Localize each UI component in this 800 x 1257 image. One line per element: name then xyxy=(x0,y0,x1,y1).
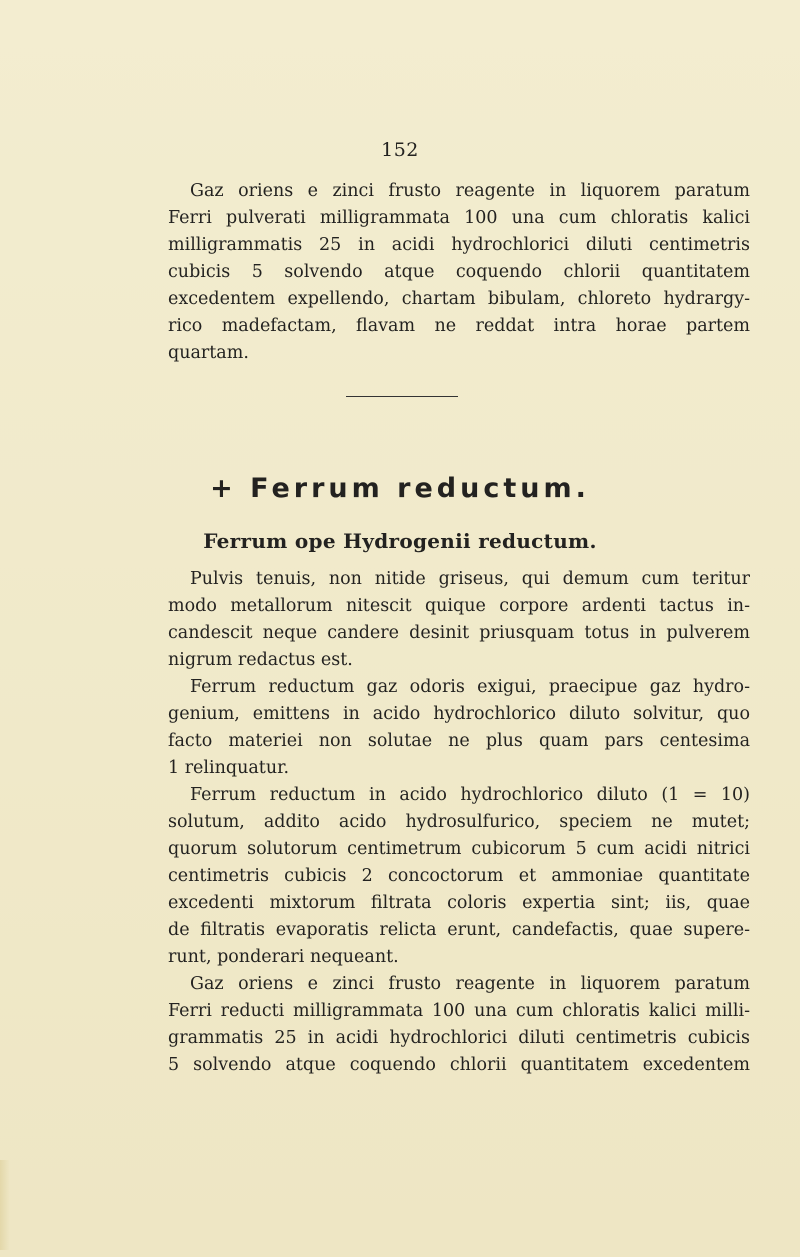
text-line: 1 relinquatur. xyxy=(168,758,290,778)
section-subheading: Ferrum ope Hydrogenii reductum. xyxy=(203,529,597,553)
text-line: Ferri reducti milligrammata 100 una cum chloratis kalici milli- xyxy=(168,1001,750,1021)
body-paragraphs xyxy=(168,566,750,1079)
text-line: Ferrum reductum gaz odoris exigui, praecipue gaz hydro- xyxy=(190,677,750,697)
text-line: centimetris cubicis 2 concoctorum et ammoniae quantitate xyxy=(168,866,750,886)
text-line: candescit neque candere desinit priusquam totus in pulverem xyxy=(168,623,750,643)
text-line: milligrammatis 25 in acidi hydrochlorici diluti centimetris xyxy=(168,235,750,255)
text-line: cubicis 5 solvendo atque coquendo chlorii quantitatem xyxy=(168,262,750,282)
text-line: quorum solutorum centimetrum cubicorum 5 cum acidi nitrici xyxy=(168,839,750,859)
section-heading: + Ferrum reductum. xyxy=(210,473,590,504)
text-line: runt, ponderari nequeant. xyxy=(168,947,399,967)
text-line: modo metallorum nitescit quique corpore ardenti tactus in- xyxy=(168,596,750,616)
page-edge-stain xyxy=(0,1160,10,1250)
text-line: excedenti mixtorum filtrata coloris expertia sint; iis, quae xyxy=(168,893,750,913)
text-line: Gaz oriens e zinci frusto reagente in liquorem paratum xyxy=(190,181,750,201)
text-line: Ferri pulverati milligrammata 100 una cum chloratis kalici xyxy=(168,208,750,228)
text-line: quartam. xyxy=(168,343,249,363)
text-line: excedentem expellendo, chartam bibulam, chloreto hydrargy- xyxy=(168,289,750,309)
text-line: facto materiei non solutae ne plus quam pars centesima xyxy=(168,731,750,751)
page-number: 152 xyxy=(381,139,419,161)
text-line: grammatis 25 in acidi hydrochlorici diluti centimetris cubicis xyxy=(168,1028,750,1048)
text-line: nigrum redactus est. xyxy=(168,650,353,670)
text-line: rico madefactam, flavam ne reddat intra horae partem xyxy=(168,316,750,336)
text-line: de filtratis evaporatis relicta erunt, candefactis, quae supere- xyxy=(168,920,750,940)
intro-paragraph xyxy=(168,178,750,367)
text-line: Gaz oriens e zinci frusto reagente in liquorem paratum xyxy=(190,974,750,994)
text-line: Pulvis tenuis, non nitide griseus, qui demum cum teritur xyxy=(190,569,750,589)
text-line: solutum, addito acido hydrosulfurico, speciem ne mutet; xyxy=(168,812,750,832)
text-line: 5 solvendo atque coquendo chlorii quantitatem excedentem xyxy=(168,1055,750,1075)
text-line: genium, emittens in acido hydrochlorico diluto solvitur, quo xyxy=(168,704,750,724)
section-divider xyxy=(346,396,458,397)
text-line: Ferrum reductum in acido hydrochlorico diluto (1 = 10) xyxy=(190,785,750,805)
